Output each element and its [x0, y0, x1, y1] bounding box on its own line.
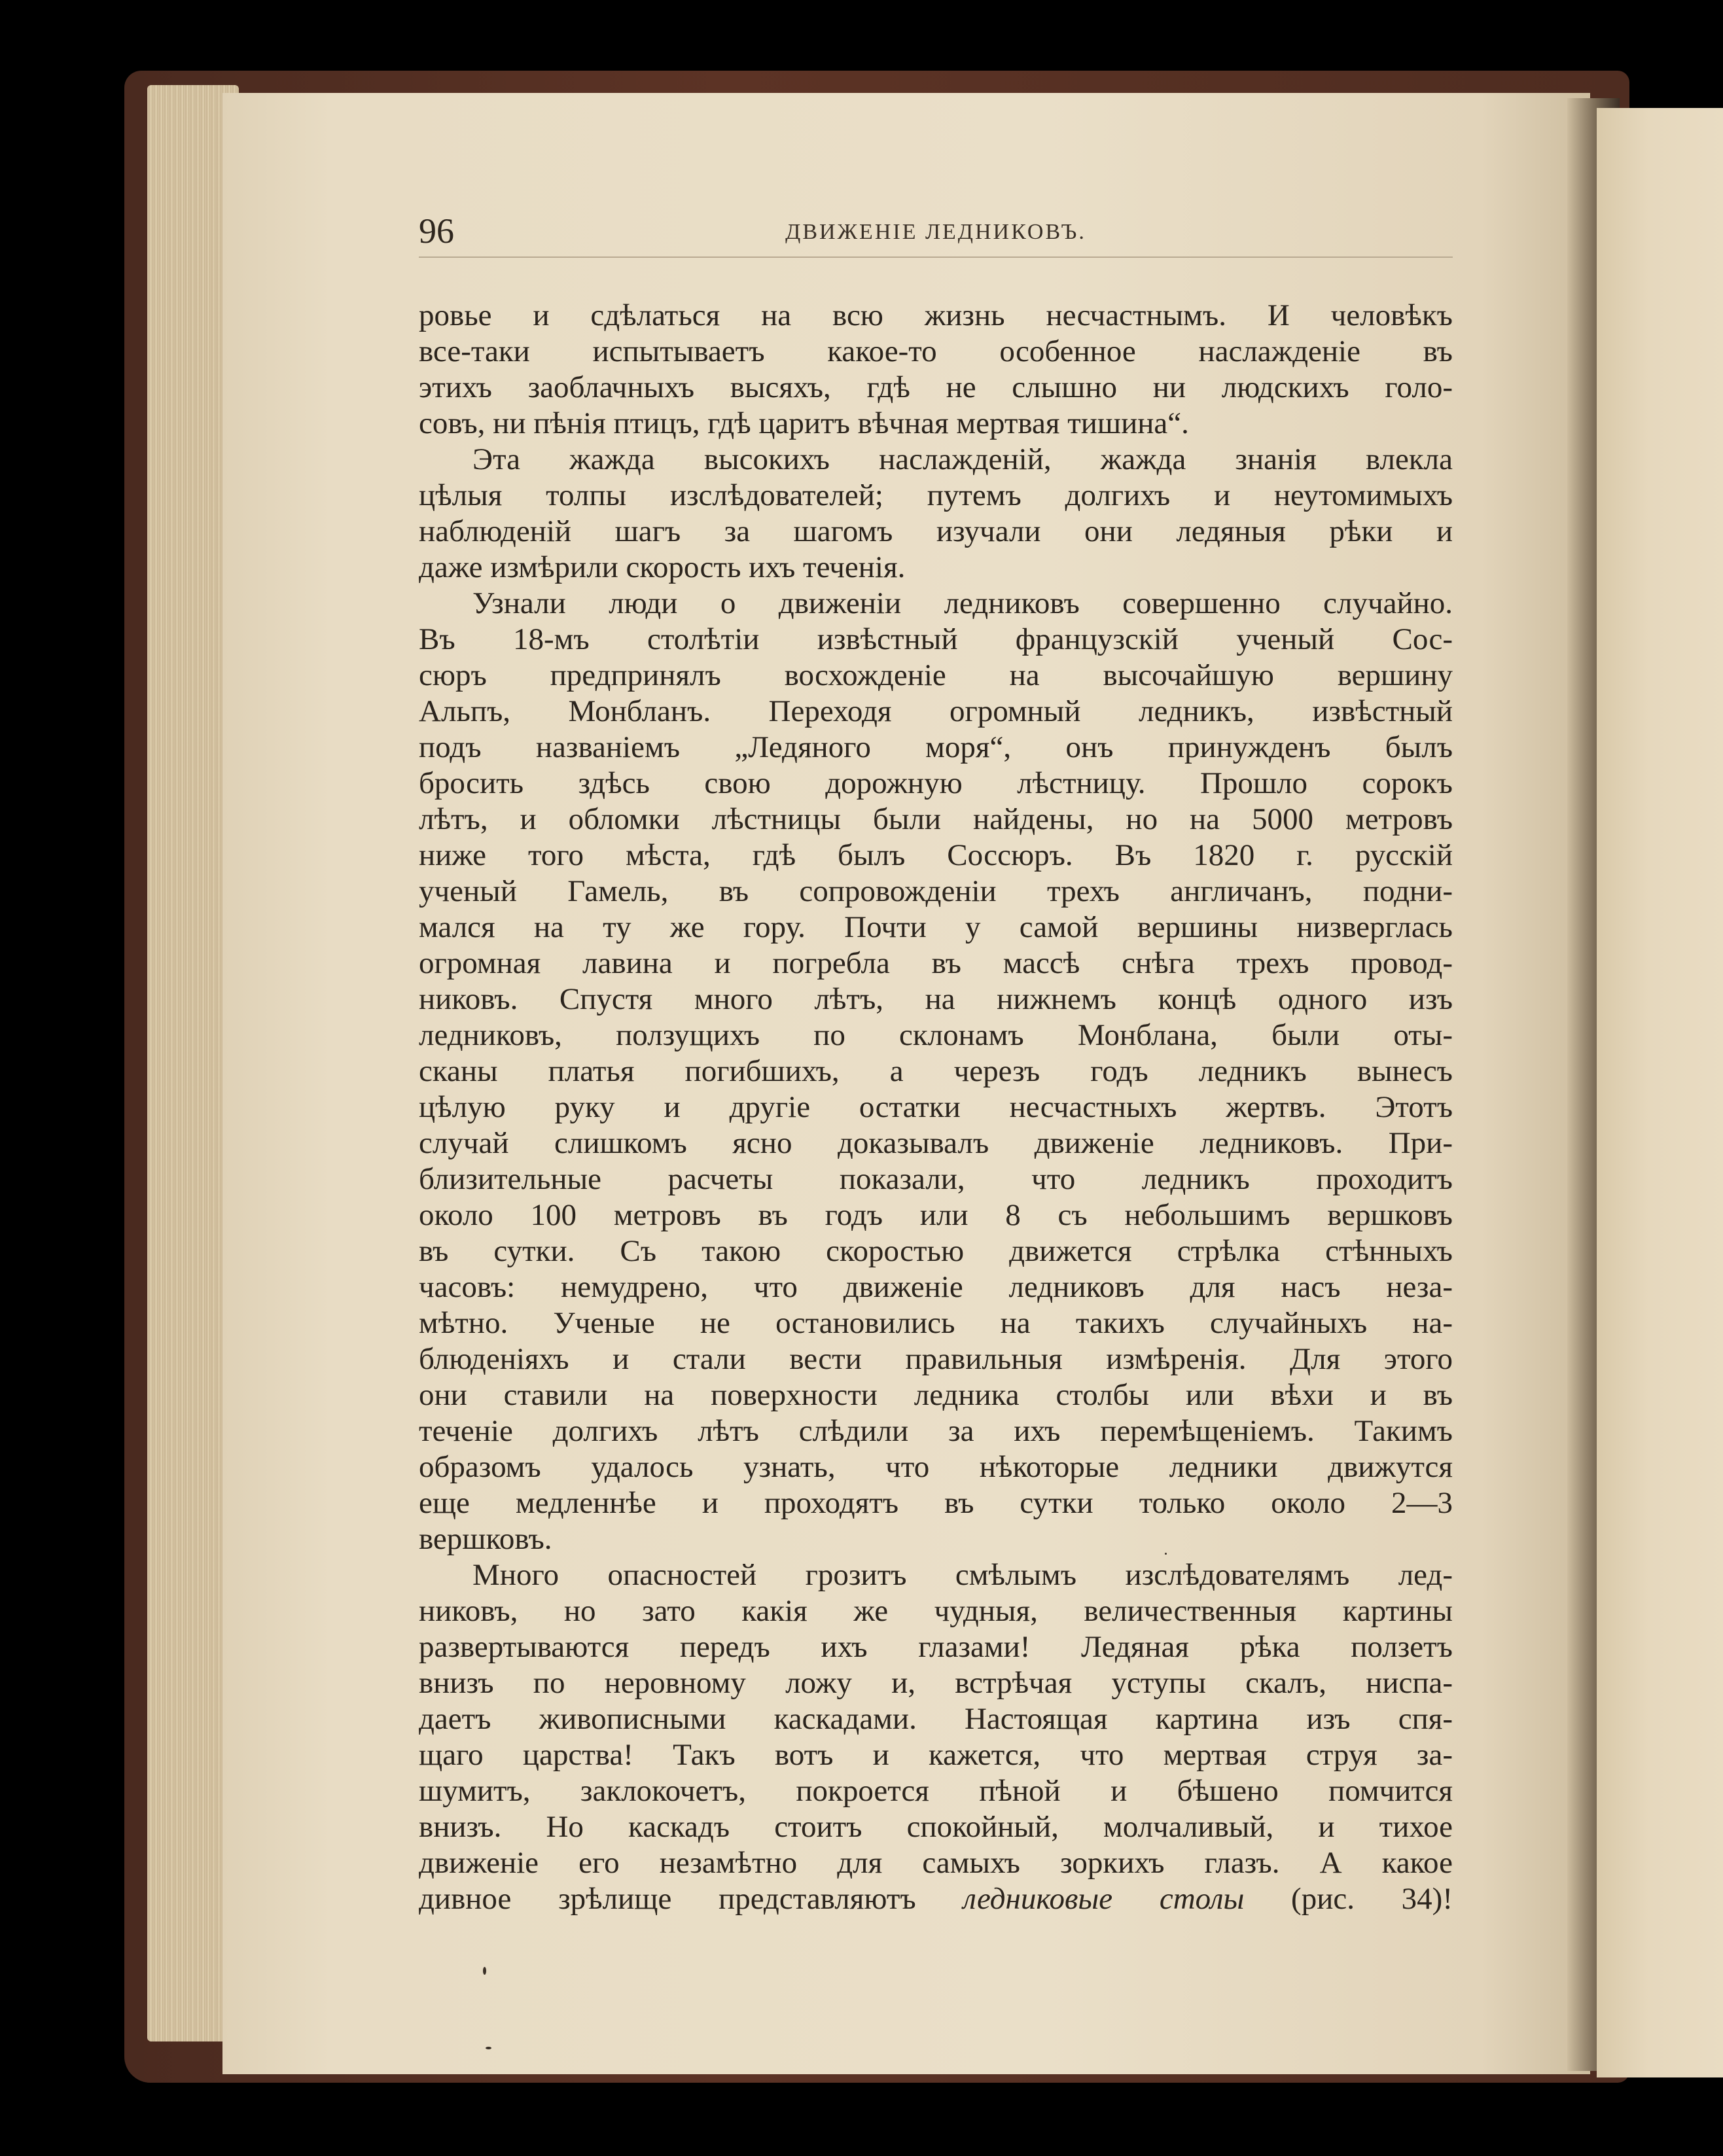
- text-line: совъ, ни пѣнія птицъ, гдѣ царитъ вѣчная мертвая тишина“.: [419, 406, 1189, 440]
- figure-reference: (рис. 34)!: [1244, 1882, 1453, 1916]
- text-line: внизъ по неровному ложу и, встрѣчая уступы скалъ, ниспа-: [419, 1666, 1453, 1700]
- body-text: [419, 298, 1453, 1917]
- final-line-text: дивное зрѣлище представляютъ: [419, 1882, 963, 1916]
- text-line: Много опасностей грозитъ смѣлымъ изслѣдователямъ лед-: [472, 1558, 1453, 1592]
- text-line: образомъ удалось узнать, что нѣкоторые ледники движутся: [419, 1450, 1453, 1484]
- running-head: ДВИЖЕНІЕ ЛЕДНИКОВЪ.: [785, 220, 1086, 244]
- text-line: еще медленнѣе и проходятъ въ сутки только около 2—3: [419, 1486, 1453, 1520]
- text-line: въ сутки. Съ такою скоростью движется стрѣлка стѣнныхъ: [419, 1234, 1453, 1268]
- facing-page: [1597, 108, 1723, 2077]
- text-line: развертываются передъ ихъ глазами! Ледяная рѣка ползетъ: [419, 1630, 1453, 1664]
- paper-speck: [483, 1967, 486, 1975]
- text-line: даже измѣрили скорость ихъ теченія.: [419, 550, 906, 584]
- text-line: близительные расчеты показали, что ледникъ проходитъ: [419, 1162, 1453, 1196]
- text-line: часовъ: немудрено, что движеніе ледниковъ для насъ неза-: [419, 1270, 1453, 1304]
- text-line: бросить здѣсь свою дорожную лѣстницу. Прошло сорокъ: [419, 766, 1453, 800]
- text-line: шумитъ, заклокочетъ, покроется пѣной и бѣшено помчится: [419, 1774, 1453, 1808]
- text-line: мался на ту же гору. Почти у самой вершины низверглась: [419, 910, 1453, 944]
- text-line: ниже того мѣста, гдѣ былъ Соссюръ. Въ 1820 г. русскій: [419, 838, 1453, 872]
- page-header: [419, 208, 1453, 260]
- text-line: Въ 18-мъ столѣтіи извѣстный французскій ученый Сос-: [419, 622, 1453, 656]
- text-line: они ставили на поверхности ледника столбы или вѣхи и въ: [419, 1378, 1453, 1412]
- text-line: сканы платья погибшихъ, а черезъ годъ ледникъ вынесъ: [419, 1054, 1453, 1088]
- text-line: огромная лавина и погребла въ массѣ снѣга трехъ провод-: [419, 946, 1453, 980]
- text-line: мѣтно. Ученые не остановились на такихъ случайныхъ на-: [419, 1306, 1453, 1340]
- text-line: случай слишкомъ ясно доказывалъ движеніе ледниковъ. При-: [419, 1126, 1453, 1160]
- text-line: блюденіяхъ и стали вести правильныя измѣренія. Для этого: [419, 1342, 1453, 1376]
- page-number: 96: [419, 211, 454, 251]
- text-line: ученый Гамель, въ сопровожденіи трехъ англичанъ, подни-: [419, 874, 1453, 908]
- text-line: наблюденій шагъ за шагомъ изучали они ледяныя рѣки и: [419, 514, 1453, 548]
- text-line: цѣлую руку и другіе остатки несчастныхъ жертвъ. Этотъ: [419, 1090, 1453, 1124]
- text-line: щаго царства! Такъ вотъ и кажется, что мертвая струя за-: [419, 1738, 1453, 1772]
- text-line: лѣтъ, и обломки лѣстницы были найдены, но на 5000 метровъ: [419, 802, 1453, 836]
- text-line: этихъ заоблачныхъ высяхъ, гдѣ не слышно ни людскихъ голо-: [419, 370, 1453, 404]
- text-line: ровье и сдѣлаться на всю жизнь несчастнымъ. И человѣкъ: [419, 298, 1453, 332]
- italic-term: ледниковые столы: [963, 1882, 1245, 1916]
- text-line: Узнали люди о движеніи ледниковъ совершенно случайно.: [472, 586, 1453, 620]
- text-line: вершковъ.: [419, 1522, 552, 1556]
- text-line: цѣлыя толпы изслѣдователей; путемъ долгихъ и неутомимыхъ: [419, 478, 1453, 512]
- text-line: внизъ. Но каскадъ стоитъ спокойный, молчаливый, и тихое: [419, 1810, 1453, 1844]
- header-rule: [419, 256, 1453, 258]
- text-line: сюръ предпринялъ восхожденіе на высочайшую вершину: [419, 658, 1453, 692]
- paper-speck: [1165, 1553, 1167, 1555]
- text-line: Альпъ, Монбланъ. Переходя огромный ледникъ, извѣстный: [419, 694, 1453, 728]
- text-line: движеніе его незамѣтно для самыхъ зоркихъ глазъ. А какое: [419, 1846, 1453, 1880]
- paper-speck: [486, 2047, 491, 2049]
- text-line: никовъ, но зато какія же чудныя, величественныя картины: [419, 1594, 1453, 1628]
- text-line: ледниковъ, ползущихъ по склонамъ Монблана, были оты-: [419, 1018, 1453, 1052]
- text-line: все-таки испытываетъ какое-то особенное наслажденіе въ: [419, 334, 1453, 368]
- text-line: даетъ живописными каскадами. Настоящая картина изъ спя-: [419, 1702, 1453, 1736]
- text-line: подъ названіемъ „Ледяного моря“, онъ принужденъ былъ: [419, 730, 1453, 764]
- text-line-final: [419, 1881, 1453, 1917]
- text-line: Эта жажда высокихъ наслажденій, жажда знанія влекла: [472, 442, 1453, 476]
- text-line: около 100 метровъ въ годъ или 8 съ небольшимъ вершковъ: [419, 1198, 1453, 1232]
- text-line: теченіе долгихъ лѣтъ слѣдили за ихъ перемѣщеніемъ. Такимъ: [419, 1414, 1453, 1448]
- text-line: никовъ. Спустя много лѣтъ, на нижнемъ концѣ одного изъ: [419, 982, 1453, 1016]
